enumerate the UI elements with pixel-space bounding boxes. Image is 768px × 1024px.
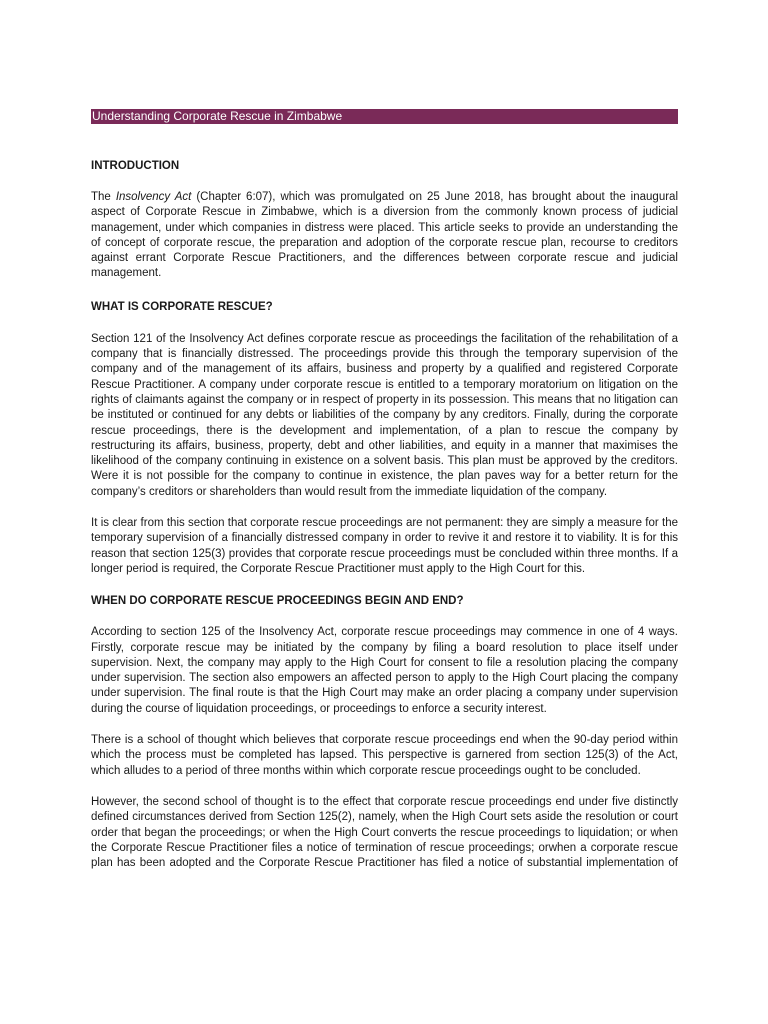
paragraph-when-2: There is a school of thought which believes that corporate rescue proceedings end when the 90-day period within which the process must be completed has lapsed. This perspective is garnered from section 125(3) of the Act, which alludes to a period of three months within which corporate rescue proceedings ought to be concluded. [91, 734, 678, 777]
heading-what-is-corporate-rescue: WHAT IS CORPORATE RESCUE? [91, 300, 273, 313]
paragraph-introduction [91, 190, 678, 282]
paragraph-when-3: However, the second school of thought is to the effect that corporate rescue proceedings end under five distinctly defined circumstances derived from Section 125(2), namely, when the High Court sets aside the resolution or court order that began the proceedings; or when the High Court converts the rescue proceedings to liquidation; or when the Corporate Rescue Practitioner files a notice of termination of rescue proceedings; orwhen a corporate rescue plan has been adopted and the Corporate Rescue Practitioner has filed a notice of substantial implementation of [91, 795, 678, 870]
document-title: Understanding Corporate Rescue in Zimbabwe [91, 109, 678, 124]
act-name-italic: Insolvency Act [115, 191, 192, 203]
heading-introduction: INTRODUCTION [91, 160, 180, 172]
paragraph-what-1: Section 121 of the Insolvency Act defines corporate rescue as proceedings the facilitation of the rehabilitation of a company that is financially distressed. The proceedings provide this through the temporary supervision of the company and of the management of its affairs, business and property by a qualified and registered Corporate Rescue Practitioner. A company under corporate rescue is entitled to a temporary moratorium on litigation on the rights of claimants against the company or in respect of property in its possession. This means that no litigation can be instituted or continued for any debts or liabilities of the company by any creditors. Finally, during the corporate rescue proceedings, there is the development and implementation, of a plan to rescue the company by restructuring its affairs, business, property, debt and other liabilities, and equity in a manner that maximises the likelihood of the company continuing in existence on a solvent basis. This plan must be approved by the creditors. Were it is not possible for the company to continue in existence, the plan paves way for a better return for the company’s creditors or shareholders than would result from the immediate liquidation of the company. [91, 332, 678, 498]
document-body [91, 109, 678, 871]
paragraph-when-1: According to section 125 of the Insolvency Act, corporate rescue proceedings may commence in one of 4 ways. Firstly, corporate rescue may be initiated by the company by filing a board resolution to place itself under supervision. Next, the company may apply to the High Court for consent to file a resolution placing the company under supervision. The section also empowers an affected person to apply to the High Court placing the company under supervision. The final route is that the High Court may make an order placing a company under supervision during the course of liquidation proceedings, or proceedings to enforce a security interest. [91, 626, 678, 715]
intro-text-post: (Chapter 6:07), which was promulgated on 25 June 2018, has brought about the inaugural aspect of Corporate Rescue in Zimbabwe, which is a diversion from the commonly known process of judicial management, under which companies in distress were placed. This article seeks to provide an understanding the of concept of corporate rescue, the preparation and adoption of the corporate rescue plan, recourse to creditors against errant Corporate Rescue Practitioners, and the differences between corporate rescue and judicial management. [91, 191, 678, 280]
paragraph-what-2: It is clear from this section that corporate rescue proceedings are not permanent: they are simply a measure for the temporary supervision of a financially distressed company in order to revive it and restore it to viability. It is for this reason that section 125(3) provides that corporate rescue proceedings must be concluded within three months. If a longer period is required, the Corporate Rescue Practitioner must apply to the High Court for this. [91, 517, 678, 575]
intro-text-pre: The [91, 191, 116, 203]
heading-when-proceedings: WHEN DO CORPORATE RESCUE PROCEEDINGS BEGIN AND END? [91, 595, 464, 608]
